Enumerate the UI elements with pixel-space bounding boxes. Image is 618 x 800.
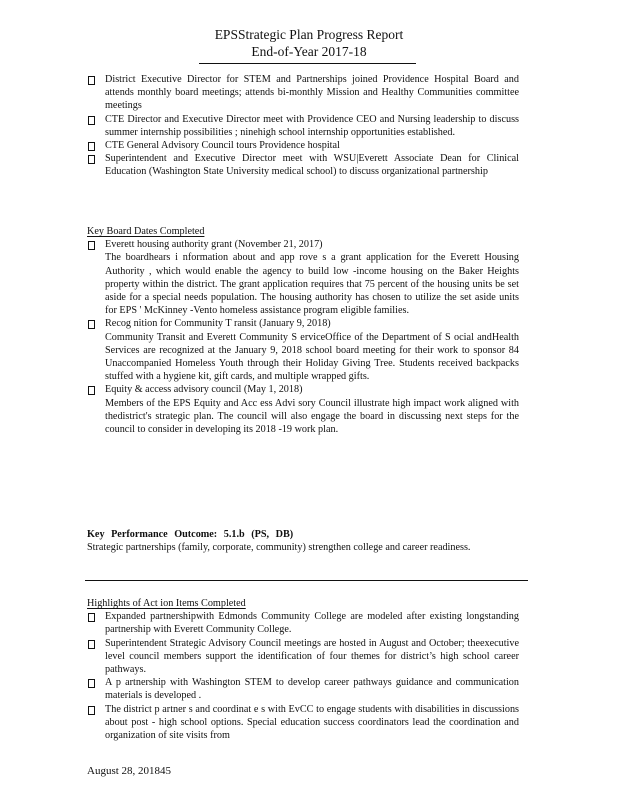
item-title: Equity & access advisory council (May 1, 2018) bbox=[105, 384, 303, 396]
list-item bbox=[87, 238, 519, 317]
key-board-section bbox=[87, 225, 519, 436]
kpi-text: Strategic partnerships (family, corporate, community) strengthen college and career readiness. bbox=[87, 542, 471, 554]
item-title: Recog nition for Community T ransit (January 9, 2018) bbox=[105, 318, 331, 330]
item-body: The boardhears i nformation about and app rove s a grant application for the Everett Housing Authority , which would enable the agency to build low -income housing on the Baker Heights property within the district. The grant application requires that 75 percent of the housing units be set aside for a special needs population. The housing authority has chosen to utilize the set aside units for EPS ' McKinney -Vento homeless assistance program eligible families. bbox=[105, 252, 519, 317]
report-header bbox=[0, 26, 618, 60]
list-item: Superintendent Strategic Advisory Council meetings are hosted in August and October; theexecutive level council members support the identification of four themes for district’s high school career pathways. bbox=[87, 637, 519, 677]
report-title: EPSStrategic Plan Progress Report bbox=[214, 27, 404, 42]
list-item: Expanded partnershipwith Edmonds Community College are modeled after existing longstanding partnership with Everett Community College. bbox=[87, 610, 519, 636]
highlights-section bbox=[87, 597, 519, 742]
top-bullet-list bbox=[87, 73, 519, 179]
highlights-list bbox=[87, 610, 519, 742]
title-underline bbox=[199, 63, 416, 64]
item-title: Everett housing authority grant (November 21, 2017) bbox=[105, 239, 323, 251]
page-footer: August 28, 201845 bbox=[87, 765, 172, 777]
top-bullet-section bbox=[87, 73, 519, 179]
list-item: Superintendent and Executive Director meet with WSU|Everett Associate Dean for Clinical Education (Washington State University medical school) to discuss organizational partnership bbox=[87, 152, 519, 178]
list-item: The district p artner s and coordinat e s with EvCC to engage students with disabilities in discussions about post - high school options. Special education success coordinators lead the coordination and organization of site visits from bbox=[87, 703, 519, 743]
list-item: A p artnership with Washington STEM to develop career pathways guidance and communication materials is developed . bbox=[87, 676, 519, 702]
highlights-heading: Highlights of Act ion Items Completed bbox=[87, 598, 246, 609]
key-board-heading: Key Board Dates Completed bbox=[87, 226, 205, 237]
section-divider bbox=[85, 580, 528, 581]
kpi-section bbox=[87, 528, 519, 554]
item-body: Members of the EPS Equity and Acc ess Advi sory Council illustrate high impact work aligned with thedistrict's strategic plan. The council will also engage the board in discussing next steps for the council to consider in developing its 2018 -19 work plan. bbox=[105, 397, 519, 436]
list-item: District Executive Director for STEM and Partnerships joined Providence Hospital Board and attends monthly board meetings; attends bi-monthly Mission and Healthy Communities committee meetings bbox=[87, 73, 519, 113]
list-item bbox=[87, 383, 519, 436]
item-body: Community Transit and Everett Community S erviceOffice of the Department of S ocial andHealth Services are recognized at the January 9, 2018 school board meeting for their work to sponsor 84 Unaccompanied Homeless Youth through their Holiday Giving Tree. Students received backpacks stuffed with a hygiene kit, gift cards, and multiple wrapped gifts. bbox=[105, 331, 519, 383]
list-item: CTE Director and Executive Director meet with Providence CEO and Nursing leadership to discuss summer internship possibilities ; ninehigh school internship opportunities established. bbox=[87, 113, 519, 139]
kpi-heading: Key Performance Outcome: 5.1.b (PS, DB) bbox=[87, 529, 294, 540]
key-board-list bbox=[87, 238, 519, 436]
list-item bbox=[87, 317, 519, 383]
report-subtitle: End-of-Year 2017-18 bbox=[251, 44, 367, 59]
list-item: CTE General Advisory Council tours Providence hospital bbox=[87, 139, 519, 152]
